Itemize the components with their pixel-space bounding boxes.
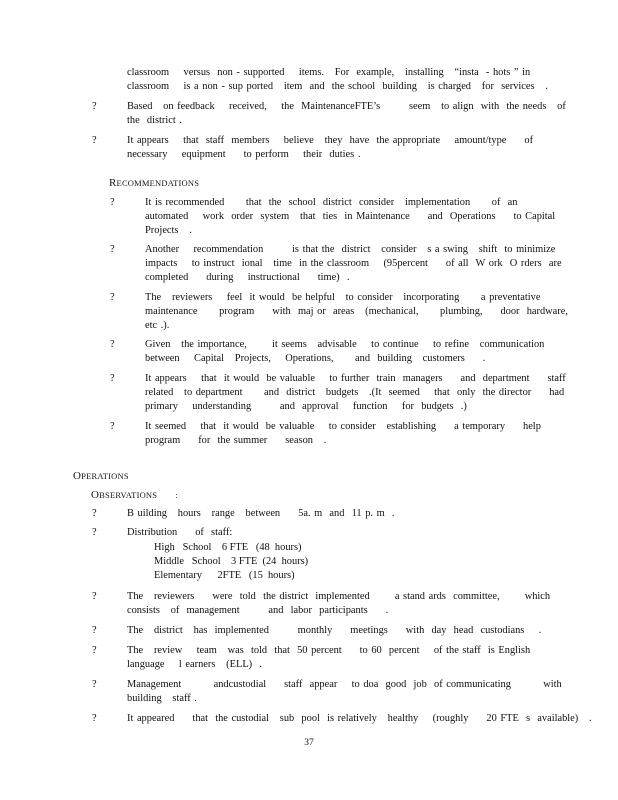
list-item-line: completed during instructional time) . xyxy=(145,272,350,283)
bullet-glyph: ? xyxy=(92,135,97,146)
list-item-line: related to department and district budgets .(It seemed that only the director had xyxy=(145,387,565,398)
list-item-line: between Capital Projects, Operations, and building customers . xyxy=(145,353,486,364)
bullet-glyph: ? xyxy=(110,339,115,350)
continuation-line: classroom versus non - supported items. For example, installing “insta - hots ” in xyxy=(127,67,531,78)
bullet-glyph: ? xyxy=(92,679,97,690)
heading-rest: ECOMMENDATIONS xyxy=(116,178,200,188)
list-item-line: building staff . xyxy=(127,693,197,704)
bullet-glyph: ? xyxy=(110,197,115,208)
bullet-glyph: ? xyxy=(110,244,115,255)
observations-heading xyxy=(91,488,178,502)
bullet-glyph: ? xyxy=(92,645,97,656)
recommendations-heading xyxy=(109,176,199,190)
sub-item-text: Elementary 2FTE (15 hours) xyxy=(154,570,295,581)
list-item-line: It seemed that it would be valuable to consider establishing a temporary help xyxy=(145,421,541,432)
list-item-line: necessary equipment to perform their duties . xyxy=(127,149,361,160)
bullet-glyph: ? xyxy=(92,713,97,724)
page-number: 37 xyxy=(304,738,314,748)
bullet-glyph: ? xyxy=(92,101,97,112)
operations-heading xyxy=(73,469,129,483)
bullet-glyph: ? xyxy=(92,591,97,602)
bullet-glyph: ? xyxy=(110,373,115,384)
continuation-line: classroom is a non - sup ported item and the school building is charged for services . xyxy=(127,81,548,92)
list-item-line: Projects . xyxy=(145,225,192,236)
heading-rest: PERATIONS xyxy=(81,471,129,481)
bullet-glyph: ? xyxy=(92,508,97,519)
list-item-line: Distribution of staff: xyxy=(127,527,233,538)
list-item-line: consists of management and labor participants . xyxy=(127,605,389,616)
heading-cap: R xyxy=(109,177,117,189)
list-item-line: language l earners (ELL) . xyxy=(127,659,262,670)
heading-cap: O xyxy=(73,470,82,482)
list-item-line: etc .). xyxy=(145,320,170,331)
list-item-line: The district has implemented monthly meetings with day head custodians . xyxy=(127,625,542,636)
bullet-glyph: ? xyxy=(92,527,97,538)
list-item-line: B uilding hours range between 5a. m and 11 p. m . xyxy=(127,508,395,519)
list-item-line: The reviewers feel it would be helpful to consider incorporating a preventative xyxy=(145,292,541,303)
bullet-glyph: ? xyxy=(110,421,115,432)
heading-colon: : xyxy=(175,490,178,500)
list-item-line: primary understanding and approval function for budgets .) xyxy=(145,401,467,412)
list-item-line: It appeared that the custodial sub pool is relatively healthy (roughly 20 FTE s available) . xyxy=(127,713,592,724)
sub-list-item xyxy=(127,555,308,569)
list-item-line: It appears that it would be valuable to further train managers and department staff xyxy=(145,373,566,384)
sub-item-text: High School 6 FTE (48 hours) xyxy=(154,542,302,553)
list-item-line: Given the importance, it seems advisable to continue to refine communication xyxy=(145,339,545,350)
heading-cap: O xyxy=(91,489,100,501)
list-item-line: the district . xyxy=(127,115,182,126)
list-item-line: The review team was told that 50 percent to 60 percent of the staff is English xyxy=(127,645,531,656)
list-item-line: It is recommended that the school district consider implementation of an xyxy=(145,197,518,208)
list-item-line: Another recommendation is that the district consider s a swing shift to minimize xyxy=(145,244,556,255)
list-item-line: The reviewers were told the district implemented a stand ards committee, which xyxy=(127,591,551,602)
list-item-line: Based on feedback received, the MaintenanceFTE’s seem to align with the needs of xyxy=(127,101,566,112)
list-item-line: Management andcustodial staff appear to doa good job of communicating with xyxy=(127,679,562,690)
list-item-line: program for the summer season . xyxy=(145,435,327,446)
sub-list-item xyxy=(127,541,301,555)
sub-item-text: Middle School 3 FTE (24 hours) xyxy=(154,556,309,567)
heading-rest: BSERVATIONS xyxy=(99,490,158,500)
list-item-line: impacts to instruct ional time in the classroom (95percent of all W ork O rders are xyxy=(145,258,562,269)
bullet-glyph: ? xyxy=(110,292,115,303)
sub-list-item xyxy=(127,569,295,583)
list-item-line: It appears that staff members believe they have the appropriate amount/type of xyxy=(127,135,534,146)
list-item-line: automated work order system that ties in Maintenance and Operations to Capital xyxy=(145,211,556,222)
list-item-line: maintenance program with maj or areas (mechanical, plumbing, door hardware, xyxy=(145,306,568,317)
bullet-glyph: ? xyxy=(92,625,97,636)
